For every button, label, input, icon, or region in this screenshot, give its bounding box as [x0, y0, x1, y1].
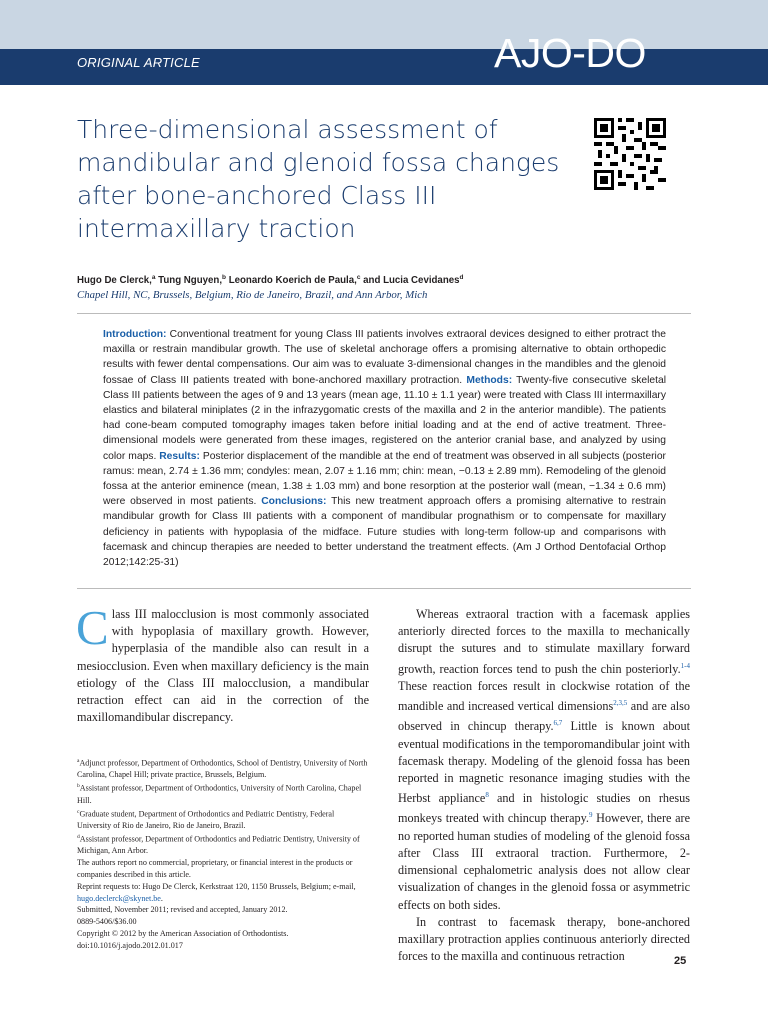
- author: Leonardo Koerich de Paula,$^c$ and: [228, 274, 384, 287]
- citation-ref[interactable]: 9: [588, 811, 593, 820]
- article-title: Three-dimensional assessment of mandibular and glenoid fossa changes after bone-anchored Class III intermaxillary traction: [77, 115, 560, 243]
- footnote-interest: The authors report no commercial, proprietary, or financial interest in the products or companies described in this article.: [77, 858, 353, 879]
- abstract-heading: Introduction:: [103, 329, 167, 340]
- citation-ref[interactable]: 8: [485, 791, 489, 800]
- footnote-reprint: Reprint requests to: Hugo De Clerck, Kerkstraat 120, 1150 Brussels, Belgium; e-mail, hugo.declerck@skynet.be.: [77, 881, 356, 903]
- author: Hugo De Clerck,$^a$: [77, 274, 156, 287]
- body-column-right: [398, 606, 690, 965]
- divider: [77, 313, 691, 314]
- footnote: $^b$Assistant professor, Department of Orthodontics, University of North Carolina, Chapel Hill.: [77, 783, 362, 805]
- footnote: $^a$Adjunct professor, Department of Orthodontics, School of Dentistry, University of North Carolina, Chapel Hill; private practice, Brussels, Belgium.: [77, 758, 368, 780]
- body-column-left: [76, 600, 369, 726]
- citation-ref[interactable]: 2,3,5: [613, 699, 628, 708]
- section-label: ORIGINAL ARTICLE: [77, 55, 200, 70]
- body-paragraph: Whereas extraoral traction with a facemask applies anteriorly directed forces to the maxilla to mechanically disrupt the sutures and to stimulate maxillary forward growth, reaction forces tend to push the chin posteriorly.$^{1-4}$ These reaction forces result in clockwise rotation of the mandible and increased vertical dimensions$^{2,3,5}$ and are also observed in chincup therapy.$^{6,7}$ Little is known about eventual modifications in the temporomandibular joint with facemask therapy. Modeling of the glenoid fossa has been reported in magnetic resonance imaging studies with the Herbst appliance$^8$ and in histologic studies on rhesus monkeys treated with chincup therapy.$^9$ However, there are no reported human studies of modeling of the glenoid fossa after Class III extraoral traction. Furthermore, 2-dimensional cephalometric analysis does not allow clear visualization of changes in the glenoid fossa or asymmetric effects on both sides.: [398, 607, 690, 912]
- email-link[interactable]: hugo.declerck@skynet.be: [77, 893, 161, 903]
- journal-logo: AJO-DO: [494, 30, 646, 76]
- body-paragraph: Class III malocclusion is most commonly associated with hypoplasia of maxillary growth. However, hyperplasia of the mandible also can result in a mesiocclusion. Even when maxillary deficiency is the main etiology of the Class III malocclusion, a mandibular retraction effect can aid in the correction of the maxillomandibular discrepancy.: [76, 600, 369, 725]
- footnotes: [77, 756, 369, 952]
- drop-cap: C: [76, 600, 109, 655]
- abstract: Introduction: Conventional treatment for young Class III patients involves extraoral devices designed to either protract the maxilla or restrain mandibular growth. The use of skeletal anchorage offers a promising alternative to obtain orthopedic results with fewer dental compensations. Our aim was to evaluate 3-dimensional changes in the mandibles and the glenoid fossae of Class III patients treated with bone-anchored maxillary protraction. Methods: Twenty-five consecutive skeletal Class III patients between the ages of 9 and 13 years (mean age, 11.10 ± 1.1 year) were treated with Class III intermaxillary elastics and bilateral miniplates (2 in the infrazygomatic crests of the maxilla and 2 in the anterior mandible). The patients had cone-beam computed tomography images taken before initial loading and at the end of active treatment. Three-dimensional models were generated from these images, registered on the anterior cranial base, and analyzed by using color maps. Results: Posterior displacement of the mandible at the end of treatment was observed in all subjects (posterior ramus: mean, 2.74 ± 1.36 mm; condyles: mean, 2.07 ± 1.16 mm; chin: mean, −0.13 ± 2.89 mm). Remodeling of the glenoid fossa at the anterior eminence (mean, 1.38 ± 1.03 mm) and bone resorption at the posterior wall (mean, −1.34 ± 0.6 mm) were observed in most patients. Conclusions: This new treatment approach offers a promising alternative to restrain mandibular growth for Class III patients with a component of mandibular prognathism or to compensate for maxillary deficiency in patients with hypoplasia of the midface. Future studies with long-term follow-up and comparisons with facemask and chincup therapies are needed to better understand the treatment effects. (Am J Orthod Dentofacial Orthop 2012;142:25-31): [103, 329, 666, 569]
- author: Lucia Cevidanes$^d$: [383, 274, 464, 287]
- abstract-heading: Results:: [159, 450, 200, 462]
- footnote-price: 0889-5406/$36.00: [77, 917, 137, 927]
- abstract-heading: Conclusions:: [261, 496, 327, 508]
- page-number: 25: [674, 955, 687, 967]
- divider: [77, 588, 691, 589]
- abstract-heading: Methods:: [466, 374, 513, 386]
- footnote: $^c$Graduate student, Department of Orthodontics and Pediatric Dentistry, Federal University of Rio de Janeiro, Rio de Janeiro, Brazil.: [77, 808, 335, 831]
- body-paragraph: In contrast to facemask therapy, bone-anchored maxillary protraction applies continuous anteriorly directed forces to the maxilla and continuous retraction: [398, 914, 690, 964]
- affiliation: Chapel Hill, NC, Brussels, Belgium, Rio de Janeiro, Brazil, and Ann Arbor, Mich: [77, 289, 428, 301]
- header-band: [0, 0, 768, 49]
- citation-ref[interactable]: 1-4: [680, 661, 690, 670]
- footnote: $^d$Assistant professor, Department of Orthodontics and Pediatric Dentistry, University of Michigan, Ann Arbor.: [77, 833, 360, 856]
- footnote-copyright: Copyright © 2012 by the American Association of Orthodontists.: [77, 928, 289, 938]
- footnote-submitted: Submitted, November 2011; revised and accepted, January 2012.: [77, 905, 288, 915]
- qr-code-icon: [594, 118, 666, 190]
- author-list: [77, 274, 464, 286]
- footnote-doi: doi:10.1016/j.ajodo.2012.01.017: [77, 940, 183, 950]
- citation-ref[interactable]: 6,7: [553, 719, 563, 728]
- author: Tung Nguyen,$^b$: [158, 274, 226, 287]
